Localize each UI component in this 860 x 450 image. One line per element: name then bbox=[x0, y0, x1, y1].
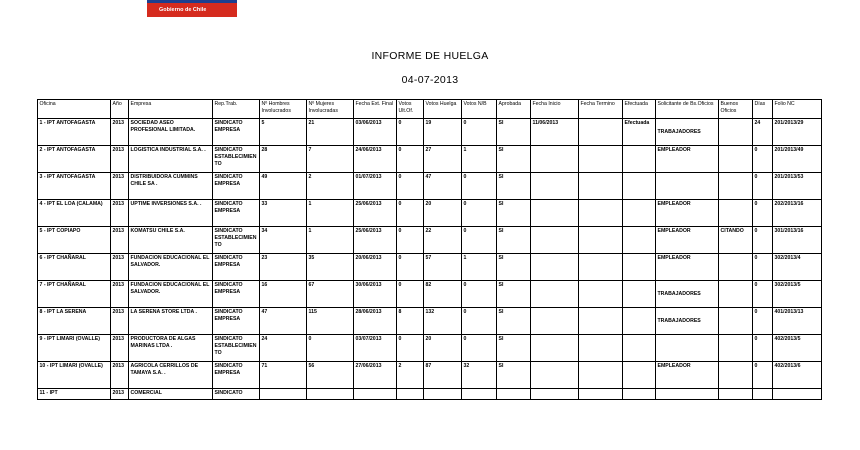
table-cell: 0 bbox=[462, 200, 497, 227]
table-cell: 2013 bbox=[111, 254, 129, 281]
table-cell: 2013 bbox=[111, 146, 129, 173]
col-fecha-termino: Fecha Termino bbox=[579, 100, 623, 119]
table-cell bbox=[531, 227, 579, 254]
table-cell: EMPLEADOR bbox=[656, 227, 719, 254]
table-row bbox=[38, 389, 822, 400]
logo-text: Gobierno de Chile bbox=[147, 3, 237, 17]
table-cell: 201/2013/53 bbox=[773, 173, 822, 200]
table-cell bbox=[579, 362, 623, 389]
table-cell: 0 bbox=[397, 227, 424, 254]
table-cell bbox=[462, 389, 497, 400]
table-cell: AGRICOLA CERRILLOS DE TAMAYA S.A. . bbox=[129, 362, 213, 389]
table-row bbox=[38, 227, 822, 254]
table-cell bbox=[579, 200, 623, 227]
table-cell: 4 - IPT EL LOA (CALAMA) bbox=[38, 200, 111, 227]
table-cell: EMPLEADOR bbox=[656, 200, 719, 227]
table-cell bbox=[656, 119, 719, 146]
table-cell: 8 bbox=[397, 308, 424, 335]
table-cell: 47 bbox=[424, 173, 462, 200]
table-cell bbox=[623, 227, 656, 254]
table-cell: 28 bbox=[260, 146, 307, 173]
table-cell bbox=[623, 308, 656, 335]
table-cell: EMPLEADOR bbox=[656, 146, 719, 173]
table-cell: 03/07/2013 bbox=[354, 335, 397, 362]
table-cell: 25/06/2013 bbox=[354, 200, 397, 227]
table-cell: 24 bbox=[753, 119, 773, 146]
table-cell: 56 bbox=[307, 362, 354, 389]
table-cell: 34 bbox=[260, 227, 307, 254]
table-cell: 0 bbox=[753, 362, 773, 389]
table-cell: 2 bbox=[397, 362, 424, 389]
table-cell bbox=[623, 362, 656, 389]
col-folio: Folio NC bbox=[773, 100, 822, 119]
table-cell bbox=[579, 281, 623, 308]
table-cell bbox=[531, 362, 579, 389]
table-cell: 2013 bbox=[111, 389, 129, 400]
table-cell: SI bbox=[497, 200, 531, 227]
table-row bbox=[38, 335, 822, 362]
header-row bbox=[38, 100, 822, 119]
table-cell bbox=[656, 281, 719, 308]
table-cell: 0 bbox=[397, 281, 424, 308]
table-cell: 0 bbox=[397, 146, 424, 173]
table-cell: LOGISTICA INDUSTRIAL S.A. . bbox=[129, 146, 213, 173]
table-cell: KOMATSU CHILE S.A. bbox=[129, 227, 213, 254]
table-cell: 33 bbox=[260, 200, 307, 227]
table-cell: 0 bbox=[462, 119, 497, 146]
report-title: INFORME DE HUELGA bbox=[371, 50, 489, 62]
table-cell bbox=[579, 173, 623, 200]
table-cell: 27 bbox=[424, 146, 462, 173]
table-cell: DISTRIBUIDORA CUMMINS CHILE SA . bbox=[129, 173, 213, 200]
table-cell bbox=[354, 389, 397, 400]
table-cell bbox=[719, 308, 753, 335]
table-cell: 3 - IPT ANTOFAGASTA bbox=[38, 173, 111, 200]
table-cell: SINDICATO ESTABLECIMIENTO bbox=[213, 227, 260, 254]
table-cell: 24/06/2013 bbox=[354, 146, 397, 173]
table-cell bbox=[623, 146, 656, 173]
col-rep-trab: Rep.Trab. bbox=[213, 100, 260, 119]
table-cell: 401/2013/13 bbox=[773, 308, 822, 335]
table-cell bbox=[623, 200, 656, 227]
table-cell: 32 bbox=[462, 362, 497, 389]
table-cell: 10 - IPT LIMARI (OVALLE) bbox=[38, 362, 111, 389]
table-row bbox=[38, 362, 822, 389]
table-cell: 0 bbox=[462, 227, 497, 254]
col-votos-huelga: Votos Huelga bbox=[424, 100, 462, 119]
col-dias: Días bbox=[753, 100, 773, 119]
table-cell: 6 - IPT CHAÑARAL bbox=[38, 254, 111, 281]
table-cell: 5 - IPT COPIAPO bbox=[38, 227, 111, 254]
table-cell: 22 bbox=[424, 227, 462, 254]
table-cell: 2 - IPT ANTOFAGASTA bbox=[38, 146, 111, 173]
table-cell: 11/06/2013 bbox=[531, 119, 579, 146]
table-cell: 2013 bbox=[111, 227, 129, 254]
table-cell bbox=[531, 254, 579, 281]
table-cell: 201/2013/29 bbox=[773, 119, 822, 146]
table-cell bbox=[656, 308, 719, 335]
table-cell: 5 bbox=[260, 119, 307, 146]
solicitante-value: TRABAJADORES bbox=[657, 291, 701, 297]
table-cell: 19 bbox=[424, 119, 462, 146]
table-cell: 1 bbox=[462, 146, 497, 173]
table-cell bbox=[719, 146, 753, 173]
table-cell: 0 bbox=[397, 173, 424, 200]
col-fecha-ext: Fecha Ext. Final bbox=[354, 100, 397, 119]
table-cell: 2 bbox=[307, 173, 354, 200]
table-cell: SINDICATO ESTABLECIMIENTO bbox=[213, 335, 260, 362]
table-cell: 402/2013/5 bbox=[773, 335, 822, 362]
table-cell: 8 - IPT LA SERENA bbox=[38, 308, 111, 335]
col-ano: Año bbox=[111, 100, 129, 119]
table-cell: 21 bbox=[307, 119, 354, 146]
table-cell: 01/07/2013 bbox=[354, 173, 397, 200]
table-cell: 20 bbox=[424, 335, 462, 362]
table-cell bbox=[579, 335, 623, 362]
table-cell: 57 bbox=[424, 254, 462, 281]
table-cell: 11 - IPT bbox=[38, 389, 111, 400]
table-cell: 0 bbox=[753, 335, 773, 362]
table-cell: 2013 bbox=[111, 335, 129, 362]
col-mujeres: Nº Mujeres Involucradas bbox=[307, 100, 354, 119]
table-cell: LA SERENA STORE LTDA . bbox=[129, 308, 213, 335]
table-row bbox=[38, 281, 822, 308]
table-cell: 0 bbox=[753, 281, 773, 308]
table-cell bbox=[579, 389, 623, 400]
table-cell: SINDICATO EMPRESA bbox=[213, 308, 260, 335]
table-cell bbox=[579, 227, 623, 254]
table-cell: SI bbox=[497, 335, 531, 362]
table-cell: PRODUCTORA DE ALGAS MARINAS LTDA . bbox=[129, 335, 213, 362]
col-oficina: Oficina bbox=[38, 100, 111, 119]
table-cell bbox=[623, 173, 656, 200]
table-cell: SOCIEDAD ASEO PROFESIONAL LIMITADA. bbox=[129, 119, 213, 146]
col-empresa: Empresa bbox=[129, 100, 213, 119]
table-cell: 20/06/2013 bbox=[354, 254, 397, 281]
table-cell bbox=[307, 389, 354, 400]
table-row bbox=[38, 308, 822, 335]
table-cell: SINDICATO EMPRESA bbox=[213, 281, 260, 308]
table-cell bbox=[531, 308, 579, 335]
table-cell: 1 - IPT ANTOFAGASTA bbox=[38, 119, 111, 146]
table-cell: 30/06/2013 bbox=[354, 281, 397, 308]
table-cell bbox=[531, 200, 579, 227]
table-cell: 0 bbox=[753, 146, 773, 173]
table-cell bbox=[579, 308, 623, 335]
table-cell: SINDICATO EMPRESA bbox=[213, 362, 260, 389]
table-cell: SI bbox=[497, 362, 531, 389]
solicitante-value: TRABAJADORES bbox=[657, 129, 701, 135]
table-cell: 2013 bbox=[111, 281, 129, 308]
col-hombres: Nº Hombres Involucrados bbox=[260, 100, 307, 119]
table-cell bbox=[753, 389, 773, 400]
table-cell: 115 bbox=[307, 308, 354, 335]
table-cell: 2013 bbox=[111, 119, 129, 146]
solicitante-value: TRABAJADORES bbox=[657, 318, 701, 324]
table-cell: FUNDACION EDUCACIONAL EL SALVADOR. bbox=[129, 254, 213, 281]
table-cell bbox=[497, 389, 531, 400]
col-votos-nb: Votos N/B bbox=[462, 100, 497, 119]
table-cell bbox=[656, 335, 719, 362]
table-body bbox=[38, 119, 822, 400]
report-date: 04-07-2013 bbox=[401, 74, 459, 86]
table-cell bbox=[623, 281, 656, 308]
table-cell: 1 bbox=[307, 200, 354, 227]
table-cell: 03/06/2013 bbox=[354, 119, 397, 146]
table-cell: SINDICATO bbox=[213, 389, 260, 400]
table-cell: 302/2013/4 bbox=[773, 254, 822, 281]
table-cell: COMERCIAL bbox=[129, 389, 213, 400]
table-cell: 0 bbox=[397, 335, 424, 362]
table-cell bbox=[531, 389, 579, 400]
col-aprobada: Aprobada bbox=[497, 100, 531, 119]
table-cell: 23 bbox=[260, 254, 307, 281]
table-cell bbox=[719, 173, 753, 200]
table-cell: 2013 bbox=[111, 362, 129, 389]
table-cell: 67 bbox=[307, 281, 354, 308]
table-cell: 2013 bbox=[111, 173, 129, 200]
col-buenos-oficios: Buenos Oficios bbox=[719, 100, 753, 119]
table-cell bbox=[623, 335, 656, 362]
col-fecha-inicio: Fecha Inicio bbox=[531, 100, 579, 119]
table-cell: 2013 bbox=[111, 308, 129, 335]
table-cell bbox=[623, 254, 656, 281]
table-cell: 20 bbox=[424, 200, 462, 227]
table-cell bbox=[260, 389, 307, 400]
table-cell: 202/2013/16 bbox=[773, 200, 822, 227]
table-cell: 0 bbox=[753, 308, 773, 335]
col-votos-ult: Votos Ult.Of. bbox=[397, 100, 424, 119]
table-cell: SINDICATO EMPRESA bbox=[213, 119, 260, 146]
table-cell: 24 bbox=[260, 335, 307, 362]
table-cell: SINDICATO EMPRESA bbox=[213, 173, 260, 200]
table-cell: FUNDACION EDUCACIONAL EL SALVADOR. bbox=[129, 281, 213, 308]
table-cell bbox=[579, 254, 623, 281]
table-cell: 7 bbox=[307, 146, 354, 173]
table-cell bbox=[579, 146, 623, 173]
table-cell bbox=[531, 281, 579, 308]
table-cell bbox=[397, 389, 424, 400]
table-cell: 16 bbox=[260, 281, 307, 308]
table-cell: 0 bbox=[753, 254, 773, 281]
table-cell: 201/2013/49 bbox=[773, 146, 822, 173]
table-cell bbox=[531, 146, 579, 173]
table-cell: UPTIME INVERSIONES S.A. . bbox=[129, 200, 213, 227]
table-cell: 0 bbox=[753, 200, 773, 227]
table-cell: 0 bbox=[397, 119, 424, 146]
table-cell: 9 - IPT LIMARI (OVALLE) bbox=[38, 335, 111, 362]
table-cell: 7 - IPT CHAÑARAL bbox=[38, 281, 111, 308]
table-cell: 402/2013/6 bbox=[773, 362, 822, 389]
table-cell: SINDICATO EMPRESA bbox=[213, 254, 260, 281]
table-cell: 27/06/2013 bbox=[354, 362, 397, 389]
table-cell: 1 bbox=[462, 254, 497, 281]
table-cell: EMPLEADOR bbox=[656, 362, 719, 389]
table-cell: 132 bbox=[424, 308, 462, 335]
col-efectuada: Efectuada bbox=[623, 100, 656, 119]
table-cell bbox=[579, 119, 623, 146]
table-cell bbox=[719, 200, 753, 227]
table-cell: SI bbox=[497, 281, 531, 308]
table-cell bbox=[719, 335, 753, 362]
table-cell: 0 bbox=[462, 335, 497, 362]
table-cell: 2013 bbox=[111, 200, 129, 227]
table-cell bbox=[719, 119, 753, 146]
table-cell: 87 bbox=[424, 362, 462, 389]
table-cell: Efectuada bbox=[623, 119, 656, 146]
table-cell: SI bbox=[497, 146, 531, 173]
table-cell: 28/06/2013 bbox=[354, 308, 397, 335]
table-cell bbox=[531, 335, 579, 362]
table-row bbox=[38, 146, 822, 173]
table-cell bbox=[623, 389, 656, 400]
table-cell: SI bbox=[497, 254, 531, 281]
gobierno-logo bbox=[147, 0, 237, 17]
table-cell: 35 bbox=[307, 254, 354, 281]
table-cell: 0 bbox=[397, 200, 424, 227]
table-cell bbox=[656, 389, 719, 400]
table-cell: 1 bbox=[307, 227, 354, 254]
table-row bbox=[38, 200, 822, 227]
table-cell bbox=[424, 389, 462, 400]
table-cell: 302/2013/5 bbox=[773, 281, 822, 308]
table-cell: 0 bbox=[753, 173, 773, 200]
table-cell: SINDICATO EMPRESA bbox=[213, 200, 260, 227]
table-cell: 71 bbox=[260, 362, 307, 389]
table-cell: 25/06/2013 bbox=[354, 227, 397, 254]
table-cell bbox=[719, 281, 753, 308]
table-cell: 0 bbox=[397, 254, 424, 281]
table-cell bbox=[531, 173, 579, 200]
col-solicitante: Solicitante de Bs.Oficios bbox=[656, 100, 719, 119]
table-cell bbox=[719, 389, 753, 400]
table-cell: CITANDO bbox=[719, 227, 753, 254]
table-cell: 301/2013/16 bbox=[773, 227, 822, 254]
table-cell: 0 bbox=[462, 281, 497, 308]
table-cell bbox=[773, 389, 822, 400]
table-cell: SI bbox=[497, 227, 531, 254]
table-cell: 47 bbox=[260, 308, 307, 335]
strike-report-table bbox=[37, 99, 822, 400]
table-row bbox=[38, 119, 822, 146]
table-cell: 0 bbox=[462, 308, 497, 335]
table-cell: 0 bbox=[753, 227, 773, 254]
table-cell: 0 bbox=[307, 335, 354, 362]
table-cell: SI bbox=[497, 173, 531, 200]
table-cell: SINDICATO ESTABLECIMIENTO bbox=[213, 146, 260, 173]
table-cell: SI bbox=[497, 308, 531, 335]
table-cell bbox=[719, 362, 753, 389]
table-cell: 0 bbox=[462, 173, 497, 200]
table-cell: EMPLEADOR bbox=[656, 254, 719, 281]
table-cell: SI bbox=[497, 119, 531, 146]
table-row bbox=[38, 254, 822, 281]
table-row bbox=[38, 173, 822, 200]
table-cell: 82 bbox=[424, 281, 462, 308]
table-cell bbox=[719, 254, 753, 281]
table-cell bbox=[656, 173, 719, 200]
table-cell: 49 bbox=[260, 173, 307, 200]
